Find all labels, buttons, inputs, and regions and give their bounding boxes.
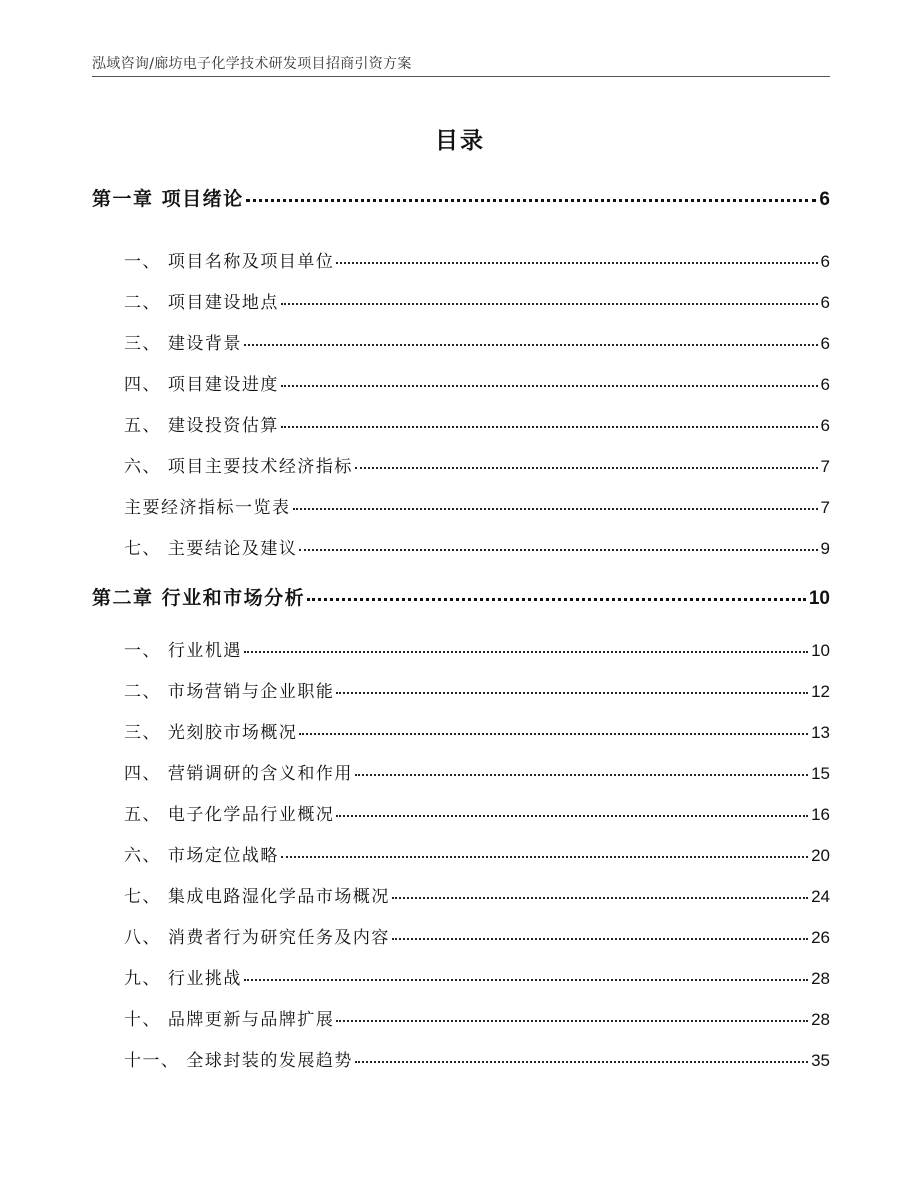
- toc-entry-label: 七、 主要结论及建议: [124, 539, 298, 559]
- toc-entry-label: 十一、 全球封装的发展趋势: [124, 1051, 353, 1071]
- toc-entry-page: 7: [820, 457, 830, 476]
- toc-entry-label: 七、 集成电路湿化学品市场概况: [124, 887, 390, 907]
- toc-entry-label: 五、 建设投资估算: [124, 416, 279, 436]
- dot-leader: [355, 1061, 808, 1063]
- dot-leader: [281, 385, 818, 387]
- toc-entry[interactable]: [124, 923, 830, 948]
- toc-entry-label: 一、 项目名称及项目单位: [124, 252, 335, 272]
- toc-entry-label: 四、 项目建设进度: [124, 375, 279, 395]
- toc-entry-label: 九、 行业挑战: [124, 969, 242, 989]
- toc-entry-page: 6: [820, 293, 830, 312]
- toc-entry-label: 八、 消费者行为研究任务及内容: [124, 928, 390, 948]
- dot-leader: [244, 344, 818, 346]
- running-header: 泓域咨询/廊坊电子化学技术研发项目招商引资方案: [92, 56, 412, 72]
- toc-entry-page: 6: [820, 375, 830, 394]
- dot-leader: [244, 979, 808, 981]
- toc-entry[interactable]: [124, 329, 830, 354]
- toc-entry[interactable]: [124, 1046, 830, 1071]
- toc-entry[interactable]: [124, 411, 830, 436]
- toc-entry-page: 6: [819, 189, 830, 210]
- toc-entry[interactable]: [124, 1005, 830, 1030]
- toc-entry[interactable]: [124, 370, 830, 395]
- toc-entry-page: 13: [811, 723, 830, 742]
- toc-entry[interactable]: [124, 718, 830, 743]
- toc-entry[interactable]: [124, 534, 830, 559]
- toc-entry-page: 9: [820, 539, 830, 558]
- dot-leader: [336, 262, 817, 264]
- toc-entry-page: 16: [811, 805, 830, 824]
- toc-entry-label: 六、 市场定位战略: [124, 846, 279, 866]
- toc-entry-page: 6: [820, 334, 830, 353]
- toc-entry[interactable]: [124, 247, 830, 272]
- toc-entry[interactable]: [124, 800, 830, 825]
- toc-entry-label: 主要经济指标一览表: [124, 498, 291, 518]
- dot-leader: [281, 856, 808, 858]
- dot-leader: [392, 897, 808, 899]
- toc-entry-label: 十、 品牌更新与品牌扩展: [124, 1010, 335, 1030]
- toc-entry-page: 20: [811, 846, 830, 865]
- toc-entry-page: 6: [820, 416, 830, 435]
- toc-entry[interactable]: [124, 288, 830, 313]
- dot-leader: [336, 1020, 808, 1022]
- dot-leader: [336, 815, 808, 817]
- toc-title: 目录: [435, 128, 485, 154]
- toc-entry-chapter-1[interactable]: [92, 184, 830, 211]
- toc-entry-page: 24: [811, 887, 830, 906]
- toc-entry[interactable]: [124, 841, 830, 866]
- toc-entry-label: 一、 行业机遇: [124, 641, 242, 661]
- dot-leader: [281, 303, 818, 305]
- toc-entry-page: 10: [808, 588, 830, 609]
- toc-entry-page: 12: [811, 682, 830, 701]
- toc-entry[interactable]: [124, 452, 830, 477]
- toc-entry-label: 三、 建设背景: [124, 334, 242, 354]
- toc-entry[interactable]: [124, 677, 830, 702]
- dot-leader: [307, 598, 806, 601]
- toc-entry-label: 四、 营销调研的含义和作用: [124, 764, 353, 784]
- toc-entry-page: 28: [811, 1010, 830, 1029]
- header-rule: [92, 76, 830, 77]
- toc-entry-label: 第一章 项目绪论: [92, 188, 244, 210]
- dot-leader: [246, 199, 817, 202]
- toc-entry-label: 二、 市场营销与企业职能: [124, 682, 335, 702]
- toc-entry[interactable]: [124, 759, 830, 784]
- toc-entry-label: 第二章 行业和市场分析: [92, 587, 306, 609]
- toc-entry[interactable]: [124, 882, 830, 907]
- dot-leader: [293, 508, 818, 510]
- dot-leader: [299, 733, 808, 735]
- toc-entry-label: 三、 光刻胶市场概况: [124, 723, 298, 743]
- dot-leader: [336, 692, 808, 694]
- dot-leader: [299, 549, 817, 551]
- toc-entry-page: 35: [811, 1051, 830, 1070]
- toc-entry-page: 7: [820, 498, 830, 517]
- toc-entry[interactable]: [124, 493, 830, 518]
- dot-leader: [244, 651, 808, 653]
- toc-entry-page: 28: [811, 969, 830, 988]
- toc-entry-chapter-2[interactable]: [92, 583, 830, 610]
- toc-entry-label: 二、 项目建设地点: [124, 293, 279, 313]
- toc-entry[interactable]: [124, 636, 830, 661]
- toc-entry-page: 15: [811, 764, 830, 783]
- dot-leader: [281, 426, 818, 428]
- dot-leader: [355, 774, 808, 776]
- toc-entry-page: 6: [820, 252, 830, 271]
- toc-entry-page: 10: [811, 641, 830, 660]
- dot-leader: [392, 938, 808, 940]
- toc-entry[interactable]: [124, 964, 830, 989]
- toc-entry-label: 五、 电子化学品行业概况: [124, 805, 335, 825]
- toc-entry-label: 六、 项目主要技术经济指标: [124, 457, 353, 477]
- toc-entry-page: 26: [811, 928, 830, 947]
- dot-leader: [355, 467, 818, 469]
